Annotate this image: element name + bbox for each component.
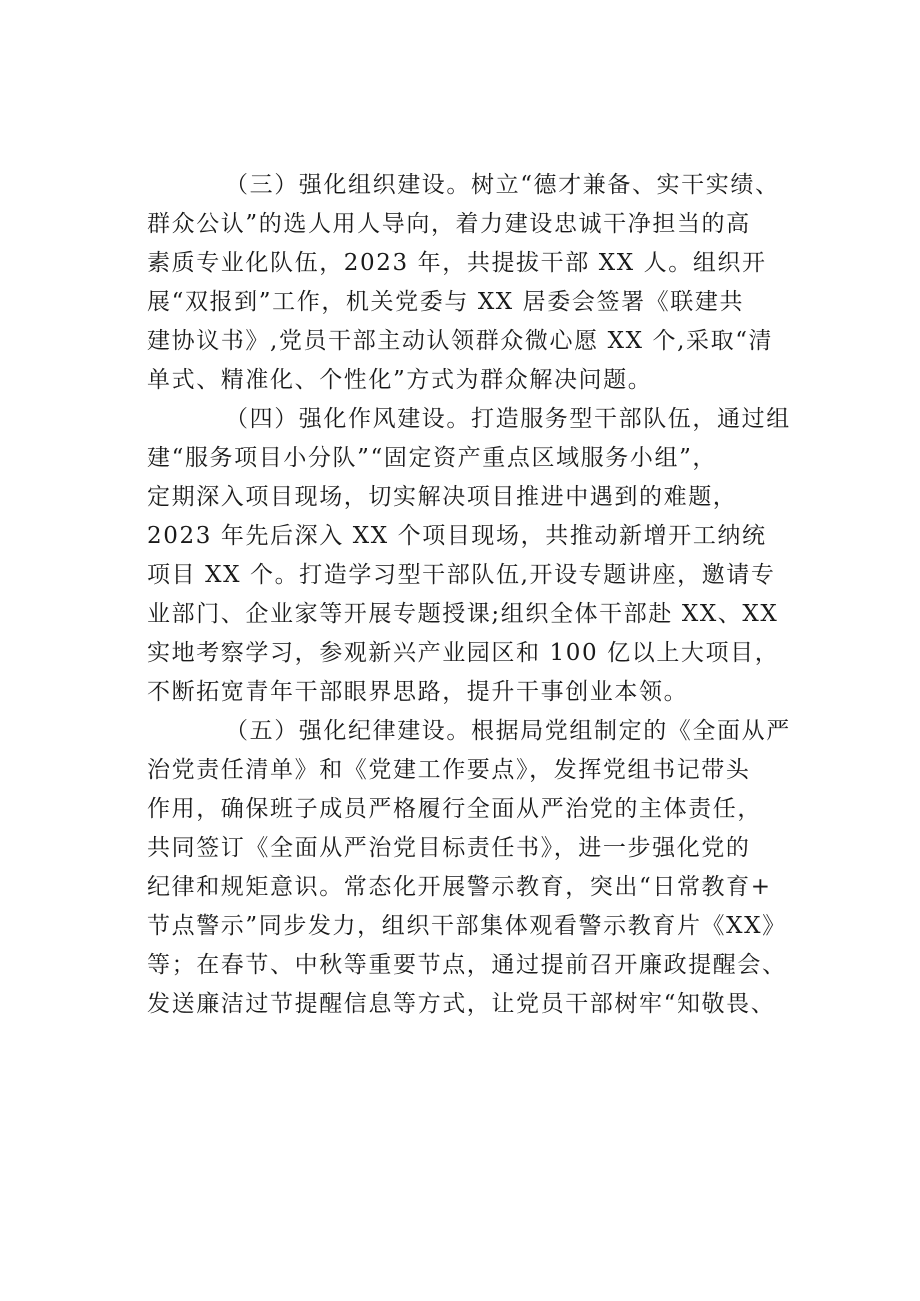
paragraph-line: 2023 年先后深入 XX 个项目现场，共推动新增开工纳统 (147, 523, 767, 549)
paragraph-line: 作用，确保班子成员严格履行全面从严治党的主体责任， (147, 796, 762, 822)
paragraph-line: （四）强化作风建设。打造服务型干部队伍，通过组 (225, 406, 791, 432)
paragraph-line: 建协议书》,党员干部主动认领群众微心愿 XX 个,采取“清 (147, 328, 774, 354)
paragraph-line: 项目 XX 个。打造学习型干部队伍,开设专题讲座，邀请专 (147, 562, 776, 588)
paragraph-line: 展“双报到”工作，机关党委与 XX 居委会签署《联建共 (147, 289, 745, 315)
paragraph-line: （三）强化组织建设。树立“德才兼备、实干实绩、 (225, 172, 780, 198)
paragraph-line: 发送廉洁过节提醒信息等方式，让党员干部树牢“知敬畏、 (147, 991, 776, 1017)
paragraph-work-style-building (147, 400, 797, 712)
paragraph-line: 定期深入项目现场，切实解决项目推进中遇到的难题， (147, 484, 738, 510)
paragraph-line: 实地考察学习，参观新兴产业园区和 100 亿以上大项目， (147, 640, 780, 666)
paragraph-line: 节点警示”同步发力，组织干部集体观看警示教育片《XX》 (147, 913, 787, 939)
paragraph-discipline-building (147, 712, 797, 1024)
paragraph-line: 不断拓宽青年干部眼界思路，提升干事创业本领。 (147, 679, 689, 705)
document-body (147, 166, 797, 1024)
paragraph-line: 群众公认”的选人用人导向，着力建设忠诚干净担当的高 (147, 211, 751, 237)
paragraph-line: 共同签订《全面从严治党目标责任书》，进一步强化党的 (147, 835, 751, 861)
paragraph-line: 治党责任清单》和《党建工作要点》，发挥党组书记带头 (147, 757, 751, 783)
paragraph-line: 业部门、企业家等开展专题授课;组织全体干部赴 XX、XX (147, 601, 779, 627)
paragraph-line: 建“服务项目小分队”“固定资产重点区域服务小组”， (147, 445, 718, 471)
paragraph-line: 单式、精准化、个性化”方式为群众解决问题。 (147, 367, 653, 393)
paragraph-line: 素质专业化队伍，2023 年，共提拔干部 XX 人。组织开 (147, 250, 767, 276)
paragraph-line: 纪律和规矩意识。常态化开展警示教育，突出“日常教育+ (147, 874, 772, 900)
paragraph-line: 等；在春节、中秋等重要节点，通过提前召开廉政提醒会、 (147, 952, 787, 978)
paragraph-organization-building (147, 166, 797, 400)
paragraph-line: （五）强化纪律建设。根据局党组制定的《全面从严 (225, 718, 791, 744)
